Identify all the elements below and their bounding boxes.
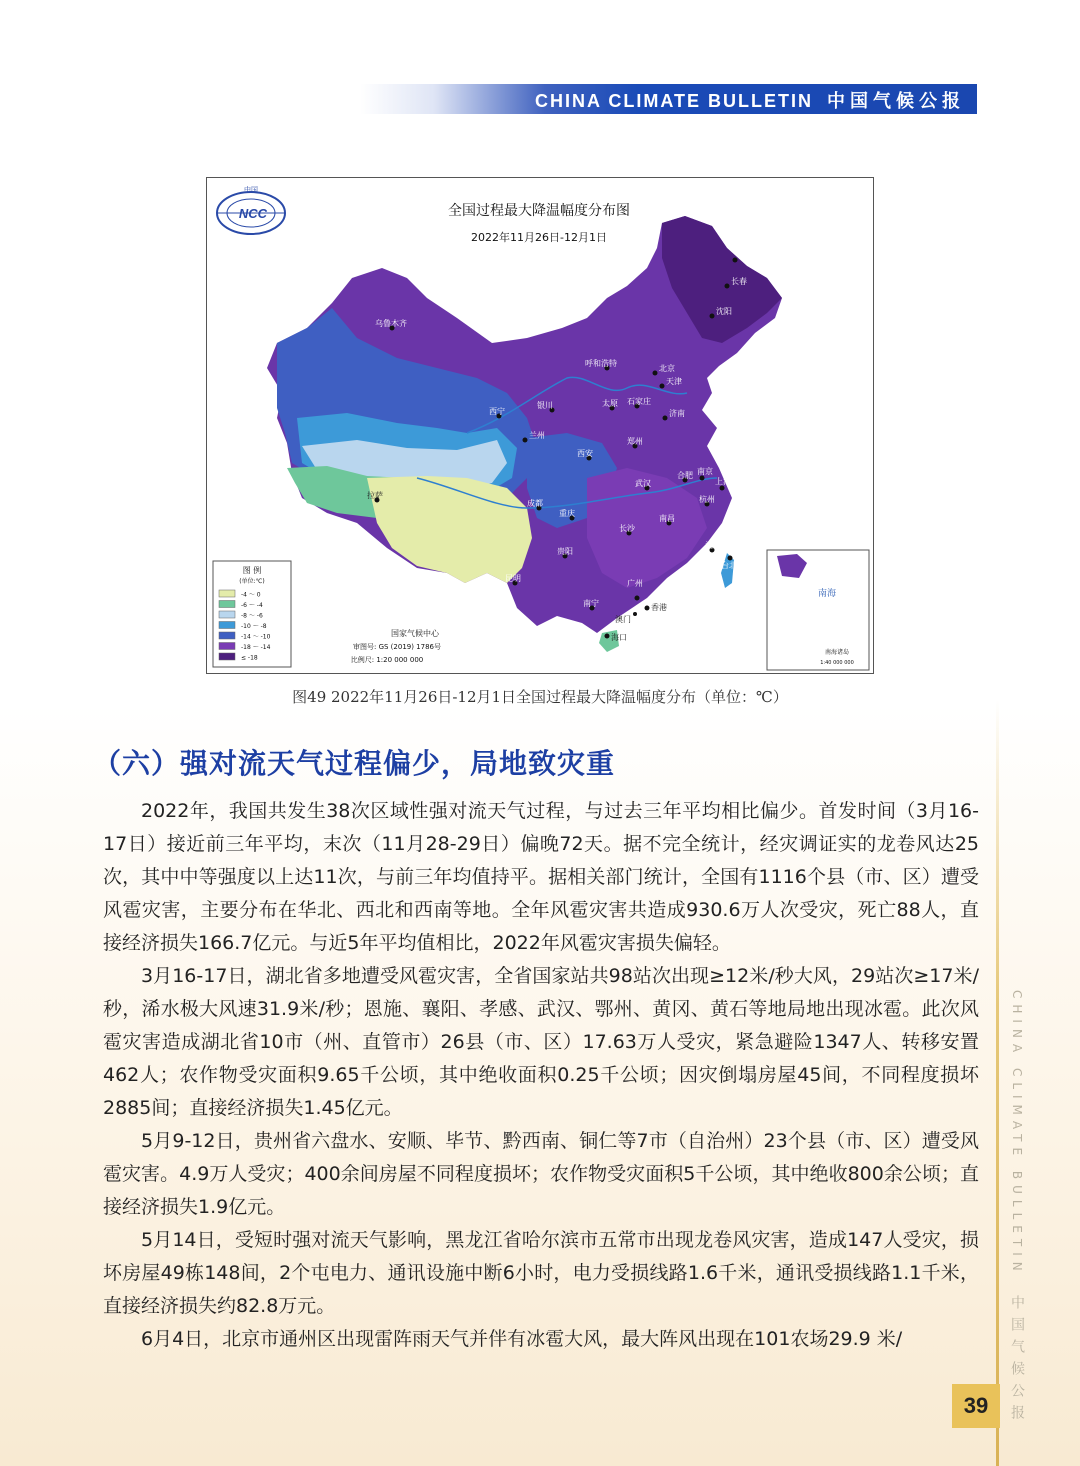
city-label: 南宁 [583,599,599,608]
city-label: 乌鲁木齐 [375,319,407,328]
city-label: 海口 [611,633,627,642]
legend-swatch [219,632,235,639]
legend-swatch [219,601,235,608]
city-dot [605,634,610,639]
inset-caption: 南海诸岛 [824,649,850,656]
legend-label: -8 ～ -6 [241,612,263,620]
map-title: 全国过程最大降温幅度分布图 [448,203,630,219]
city-label: 哈尔滨 [739,251,763,260]
map-agency: 国家气候中心 [391,629,439,638]
legend-title: 图 例 [242,566,262,575]
paragraph: 5月9-12日，贵州省六盘水、安顺、毕节、黔西南、铜仁等7市（自治州）23个县（市、区）遭受风雹灾害。4.9万人受灾；400余间房屋不同程度损坏；农作物受灾面积5千公顷，其中绝收800余公顷；直接经济损失1.9亿元。 [103,1130,979,1218]
logo-top-text: 中国 [244,186,258,194]
city-label: 昆明 [505,574,521,583]
map-date-range: 2022年11月26日-12月1日 [471,231,607,244]
city-label: 合肥 [677,471,693,480]
city-label: 广州 [627,579,643,588]
city-label: 西宁 [489,407,505,416]
header-title [535,87,965,113]
city-label: 上海 [715,477,731,486]
legend-swatch [219,622,235,629]
city-label: 济南 [669,409,685,418]
legend-label: -6 ～ -4 [241,602,263,609]
temperature-drop-map [206,177,874,674]
city-label: 兰州 [529,431,545,440]
header-band [360,84,977,114]
city-dot [645,606,650,611]
city-label: 郑州 [627,437,643,446]
city-label: 北京 [659,364,675,373]
city-label: 成都 [527,499,543,508]
city-label: 石家庄 [627,397,651,406]
header-title-cn: 中国气候公报 [827,91,965,111]
south-china-sea-inset [767,550,869,670]
city-label: 南京 [697,467,713,476]
city-dot [710,314,715,319]
southwest-yellow-zone [367,476,532,583]
city-label: 长春 [731,277,747,286]
city-label: 沈阳 [716,307,732,316]
legend-swatch [219,653,235,660]
article-body [103,795,979,1356]
paragraph: 5月14日，受短时强对流天气影响，黑龙江省哈尔滨市五常市出现龙卷风灾害，造成147人受灾，损坏房屋49栋148间，2个屯电力、通讯设施中断6小时，电力受损线路1.6千米，通讯受损线路1.1千米，直接经济损失约82.8万元。 [103,1229,979,1317]
city-label: 重庆 [559,509,575,518]
city-label: 福州 [705,541,721,550]
side-title-cn: 中国气候公报 [1009,1294,1025,1427]
ncc-logo [217,185,285,234]
legend-label: -10 ～ -8 [241,623,267,630]
city-label: 南昌 [659,514,675,523]
legend-label: -14 ～ -10 [241,633,271,641]
city-label: 贵阳 [557,547,573,556]
city-label: 太原 [602,399,618,408]
map-scale: 比例尺: 1:20 000 000 [350,656,424,664]
map-review-no: 审图号: GS (2019) 1786号 [353,643,441,651]
city-dot [720,486,725,491]
city-dot [635,596,640,601]
logo-text: NCC [238,206,268,221]
paragraph: 6月4日，北京市通州区出现雷阵雨天气并伴有冰雹大风，最大阵风出现在101农场29.9 米/ [141,1328,903,1350]
city-dot [733,258,738,263]
city-dot [728,556,733,561]
city-dot [700,476,705,481]
city-dot [725,284,730,289]
city-dot [633,612,637,616]
city-dot [660,384,665,389]
side-running-title [1003,990,1027,1427]
city-label: 天津 [666,377,682,386]
paragraph: 3月16-17日，湖北省多地遭受风雹灾害，全省国家站共98站次出现≥12米/秒大风，29站次≥17米/秒，浠水极大风速31.9米/秒；恩施、襄阳、孝感、武汉、鄂州、黄冈、黄石等地局地出现冰雹。此次风雹灾害造成湖北省10市（州、直管市）26县（市、区）17.63万人受灾，紧急避险1347人、转移安置462人；农作物受灾面积9.65千公顷，其中绝收面积0.25千公顷；因灾倒塌房屋45间，不同程度损坏2885间；直接经济损失1.45亿元。 [103,965,979,1119]
figure-caption: 图49 2022年11月26日-12月1日全国过程最大降温幅度分布（单位：℃） [292,688,788,706]
legend-label: ≤ -18 [241,654,258,662]
city-dot [523,438,528,443]
side-title-en: CHINA CLIMATE BULLETIN [1010,990,1024,1277]
legend-label: -4 ～ 0 [241,591,261,599]
city-label: 杭州 [699,495,715,504]
section-heading: （六）强对流天气过程偏少，局地致灾重 [93,747,616,780]
city-dot [653,371,658,376]
city-label: 西安 [577,449,593,458]
paragraph: 2022年，我国共发生38次区域性强对流天气过程，与过去三年平均相比偏少。首发时间（3月16-17日）接近前三年平均，末次（11月28-29日）偏晚72天。据不完全统计，经灾调证实的龙卷风达25次，其中中等强度以上达11次，与前三年均值持平。据相关部门统计，全国有1116个县（市、区）遭受风雹灾害，主要分布在华北、西北和西南等地。全年风雹灾害共造成930.6万人次受灾，死亡88人，直接经济损失166.7亿元。与近5年平均值相比，2022年风雹灾害损失偏轻。 [103,800,979,954]
legend-swatch [219,643,235,650]
map-legend [213,561,291,667]
city-label: 武汉 [635,479,651,488]
legend-label: -18 ～ -14 [241,644,271,651]
legend-swatch [219,611,235,618]
header-title-en: CHINA CLIMATE BULLETIN [535,91,813,111]
map-svg [207,178,873,673]
city-label: 银川 [537,401,553,410]
legend-swatch [219,590,235,597]
city-label: 呼和浩特 [585,359,617,368]
city-label: 长沙 [619,524,635,533]
legend-unit: (单位:℃) [239,578,265,585]
city-label: 澳门 [615,615,631,624]
city-label: 拉萨 [367,491,383,500]
city-dot [663,416,668,421]
inset-scale: 1:40 000 000 [820,660,854,666]
gold-margin-line [996,700,999,1466]
city-label: 台北 [721,561,737,570]
page-number: 39 [952,1384,1000,1428]
inset-sea-label: 南海 [817,589,837,599]
city-label: 香港 [651,603,667,612]
